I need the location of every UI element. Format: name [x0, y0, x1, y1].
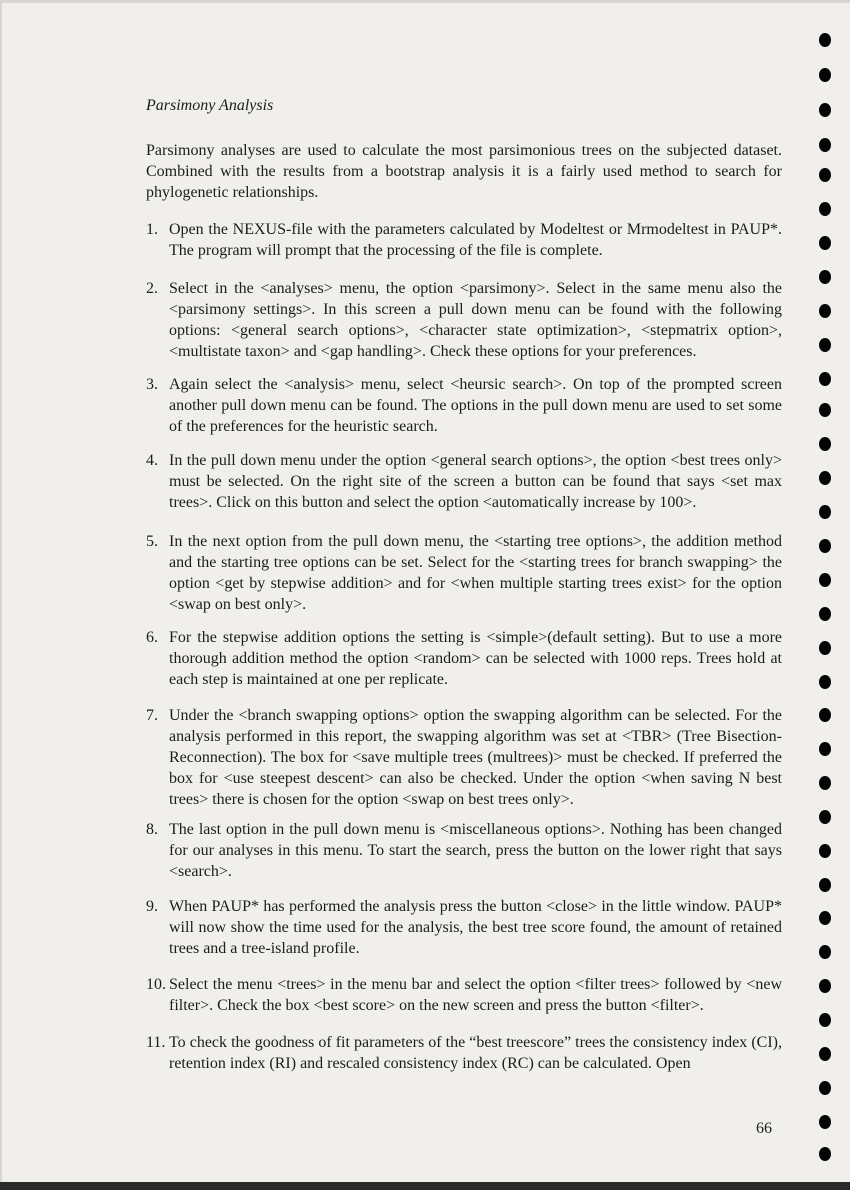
binder-hole [819, 810, 831, 824]
binder-hole [819, 776, 831, 790]
binder-hole [819, 844, 831, 858]
step-number: 3. [146, 376, 158, 393]
step-text: Open the NEXUS-file with the parameters calculated by Modeltest or Mrmodeltest in PAUP*. The program will prompt that the processing of the file is complete. [169, 221, 782, 259]
binder-hole [819, 539, 831, 553]
step-text: Under the <branch swapping options> option the swapping algorithm can be selected. For the analysis performed in this report, the swapping algorithm was set at <TBR> (Tree Bisection-Reconnection). The box for <save multiple trees (multrees)> must be checked. If preferred the box for <use steepest descent> can also be checked. Under the option <when saving N best trees> there is chosen for the option <swap on best trees only>. [169, 707, 782, 808]
step-number: 1. [146, 221, 158, 238]
binder-hole [819, 1115, 831, 1129]
step-number: 5. [146, 533, 158, 550]
binder-hole [819, 471, 831, 485]
binder-hole [819, 878, 831, 892]
step-number: 6. [146, 629, 158, 646]
step-number: 9. [146, 898, 158, 915]
step-number: 2. [146, 280, 158, 297]
step-item [146, 531, 782, 615]
binder-hole [819, 1081, 831, 1095]
step-item [146, 819, 782, 882]
step-item [146, 450, 782, 513]
page-number: 66 [756, 1120, 772, 1137]
step-text: In the pull down menu under the option <general search options>, the option <best trees only> must be selected. On the right site of the screen a button can be found that says <set max trees>. Click on this button and select the option <automatically increase by 100>. [169, 452, 782, 511]
binder-hole [819, 202, 831, 216]
binder-hole [819, 1047, 831, 1061]
binder-hole [819, 979, 831, 993]
step-number: 7. [146, 707, 158, 724]
binder-hole [819, 103, 831, 117]
step-item [146, 627, 782, 690]
step-text: To check the goodness of fit parameters of the “best treescore” trees the consistency index (CI), retention index (RI) and rescaled consistency index (RC) can be calculated. Open [169, 1034, 782, 1072]
binder-hole [819, 68, 831, 82]
binder-hole [819, 945, 831, 959]
binder-hole [819, 168, 831, 182]
binder-hole [819, 742, 831, 756]
step-item [146, 219, 782, 261]
binder-hole [819, 505, 831, 519]
section-heading: Parsimony Analysis [146, 97, 274, 114]
binder-hole [819, 708, 831, 722]
binder-hole [819, 1013, 831, 1027]
binder-hole [819, 304, 831, 318]
step-number: 10. [146, 976, 166, 993]
binder-hole [819, 1147, 831, 1161]
binder-hole [819, 437, 831, 451]
binder-hole [819, 138, 831, 152]
page-left-edge [0, 0, 2, 1190]
binder-hole [819, 338, 831, 352]
binder-hole [819, 270, 831, 284]
step-item [146, 1032, 782, 1074]
step-number: 8. [146, 821, 158, 838]
page-top-edge [0, 0, 850, 3]
step-text: The last option in the pull down menu is <miscellaneous options>. Nothing has been changed for our analyses in this menu. To start the search, press the button on the lower right that says <search>. [169, 821, 782, 880]
page-bottom-edge [0, 1182, 850, 1190]
binder-hole [819, 911, 831, 925]
binder-hole [819, 675, 831, 689]
step-number: 4. [146, 452, 158, 469]
step-item [146, 705, 782, 810]
step-text: Select in the <analyses> menu, the option <parsimony>. Select in the same menu also the <parsimony settings>. In this screen a pull down menu can be found with the following options: <general search options>, <character state optimization>, <stepmatrix option>, <multistate taxon> and <gap handling>. Check these options for your preferences. [169, 280, 782, 360]
step-text: Select the menu <trees> in the menu bar and select the option <filter trees> followed by <new filter>. Check the box <best score> on the new screen and press the button <filter>. [169, 976, 782, 1014]
binder-hole [819, 33, 831, 47]
binder-hole [819, 403, 831, 417]
step-text: When PAUP* has performed the analysis press the button <close> in the little window. PAUP* will now show the time used for the analysis, the best tree score found, the amount of retained trees and a tree-island profile. [169, 898, 782, 957]
step-text: For the stepwise addition options the setting is <simple>(default setting). But to use a more thorough addition method the option <random> can be selected with 1000 reps. Trees hold at each step is maintained at one per replicate. [169, 629, 782, 688]
binder-hole [819, 372, 831, 386]
step-item [146, 896, 782, 959]
binder-hole [819, 236, 831, 250]
step-text: Again select the <analysis> menu, select <heursic search>. On top of the prompted screen another pull down menu can be found. The options in the pull down menu are used to set some of the preferences for the heuristic search. [169, 376, 782, 435]
step-text: In the next option from the pull down menu, the <starting tree options>, the addition method and the starting tree options can be set. Select for the <starting trees for branch swapping> the option <get by stepwise addition> and for <when multiple starting trees exist> for the option <swap on best only>. [169, 533, 782, 613]
binder-hole [819, 607, 831, 621]
binder-hole [819, 573, 831, 587]
step-item [146, 974, 782, 1016]
step-item [146, 278, 782, 362]
step-number: 11. [146, 1034, 166, 1051]
step-item [146, 374, 782, 437]
intro-paragraph: Parsimony analyses are used to calculate the most parsimonious trees on the subjected dataset. Combined with the results from a bootstrap analysis it is a fairly used method to search for phylogenetic relationships. [146, 142, 782, 201]
binder-hole [819, 641, 831, 655]
